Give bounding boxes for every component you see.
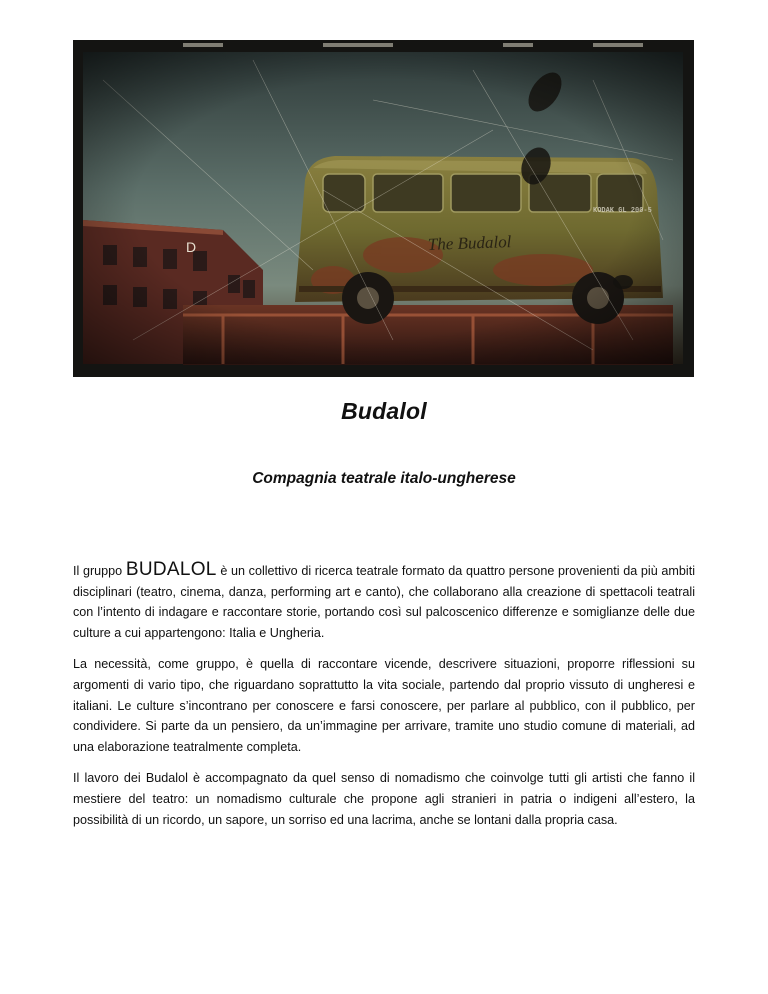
paragraph-3: Il lavoro dei Budalol è accompagnato da quel senso di nomadismo che coinvolge tutti gli artisti che fanno il mestiere del teatro: un nomadismo culturale che propone agli stranieri in patria o indigeni all’estero, la possibilità di un ricordo, un sapore, un sorriso ed una lacrima, anche se lontani dalla propria casa. — [73, 771, 695, 827]
page-title: Budalol — [341, 398, 427, 424]
paragraph-2: La necessità, come gruppo, è quella di raccontare vicende, descrivere situazioni, proporre riflessioni su argomenti di vario tipo, che riguardano soprattutto la vita sociale, partendo dal proprio vissuto di ungheresi e italiani. Le culture s’incontrano per conoscere e farsi conoscere, per parlare al pubblico, con il pubblico, per condividere. Si parte da un pensiero, da un’immagine per arrivare, tramite uno studio comune di materiali, ad una elaborazione teatralmente completa. — [73, 657, 695, 754]
group-name: BUDALOL — [125, 559, 217, 580]
page-subtitle: Compagnia teatrale italo-ungherese — [252, 470, 516, 487]
paragraph-1-rest: è un collettivo di ricerca teatrale formato da quattro persone provenienti da più ambiti disciplinari (teatro, cinema, danza, performing art e canto), che collaborano alla creazione di spettacoli teatrali con l’intento di indagare e raccontare storie, portando così sul palcoscenico differenze e somiglianze delle due culture a cui appartengono: Italia e Ungheria. — [73, 564, 695, 640]
hero-photo — [73, 40, 694, 377]
body-text — [73, 560, 695, 841]
paragraph-1-lead: Il gruppo — [73, 564, 126, 578]
paragraph-1 — [73, 560, 695, 643]
